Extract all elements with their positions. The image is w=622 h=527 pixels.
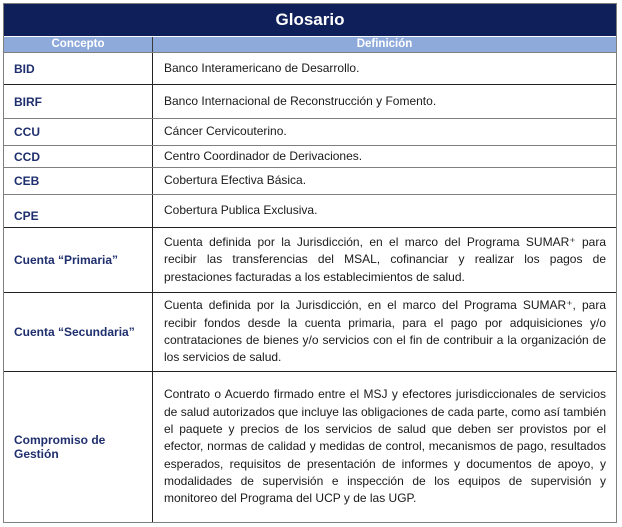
definition-cell <box>153 228 616 292</box>
definition-cell <box>153 119 616 145</box>
table-row-cuenta-secundaria <box>4 292 616 371</box>
term-cell: Compromiso de Gestión <box>4 372 153 522</box>
table-row-compromiso-de-gestion <box>4 371 616 522</box>
column-header-concept: Concepto <box>4 37 153 52</box>
table-row-birf <box>4 84 616 118</box>
term-cell: BIRF <box>4 85 153 118</box>
definition-text: Centro Coordinador de Derivaciones. <box>164 148 363 163</box>
definition-cell <box>153 195 616 227</box>
term-cell: Cuenta “Primaria” <box>4 228 153 292</box>
column-header-row <box>4 36 616 52</box>
definition-cell <box>153 168 616 194</box>
definition-text: Cáncer Cervicouterino. <box>164 124 287 139</box>
table-row-cpe <box>4 194 616 227</box>
definition-cell <box>153 372 616 522</box>
table-row-ccu <box>4 118 616 145</box>
glossary-table <box>3 3 617 523</box>
definition-text: Cobertura Publica Exclusiva. <box>164 203 318 218</box>
term-cell: Cuenta “Secundaria” <box>4 293 153 371</box>
term-cell: CEB <box>4 168 153 194</box>
definition-text: Cobertura Efectiva Básica. <box>164 173 307 188</box>
term-cell: BID <box>4 53 153 84</box>
definition-text: Banco Internacional de Reconstrucción y Fomento. <box>164 93 437 108</box>
definition-text: Contrato o Acuerdo firmado entre el MSJ y efectores jurisdiccionales de servicios de salud autorizados que incluye las obligaciones de cada parte, como así también el paquete y precios de los servicios de salud que deben ser provistos por el efector, normas de calidad y medidas de control, mecanismos de pago, resultados esperados, requisitos de presentación de informes y documentos de apoyo, y modalidades de supervisión e inspección de los equipos de supervisión y monitoreo del Programa del UCP y de las UGP. <box>164 387 606 506</box>
table-bottom-border <box>4 522 616 523</box>
definition-text: Banco Interamericano de Desarrollo. <box>164 60 360 75</box>
definition-cell <box>153 85 616 118</box>
term-cell: CPE <box>4 195 153 227</box>
definition-text: Cuenta definida por la Jurisdicción, en el marco del Programa SUMAR⁺, para recibir fondos desde la cuenta primaria, para el pago por adquisiciones y/o contrataciones de bienes y/o servicios con el fin de contribuir a la organización de los servicios de salud. <box>164 298 606 365</box>
table-row-cuenta-primaria <box>4 227 616 292</box>
table-row-ccd <box>4 145 616 167</box>
term-cell: CCD <box>4 146 153 167</box>
definition-cell <box>153 293 616 371</box>
term-cell: CCU <box>4 119 153 145</box>
definition-cell <box>153 53 616 84</box>
table-row-ceb <box>4 167 616 194</box>
definition-text: Cuenta definida por la Jurisdicción, en el marco del Programa SUMAR⁺ para recibir las transferencias del MSAL, cofinanciar y realizar los pagos de prestaciones facturadas a los establecimientos de salud. <box>164 235 606 284</box>
glossary-title: Glosario <box>4 3 616 36</box>
column-header-definition: Definición <box>356 38 413 50</box>
table-row-bid <box>4 52 616 84</box>
definition-cell <box>153 146 616 167</box>
